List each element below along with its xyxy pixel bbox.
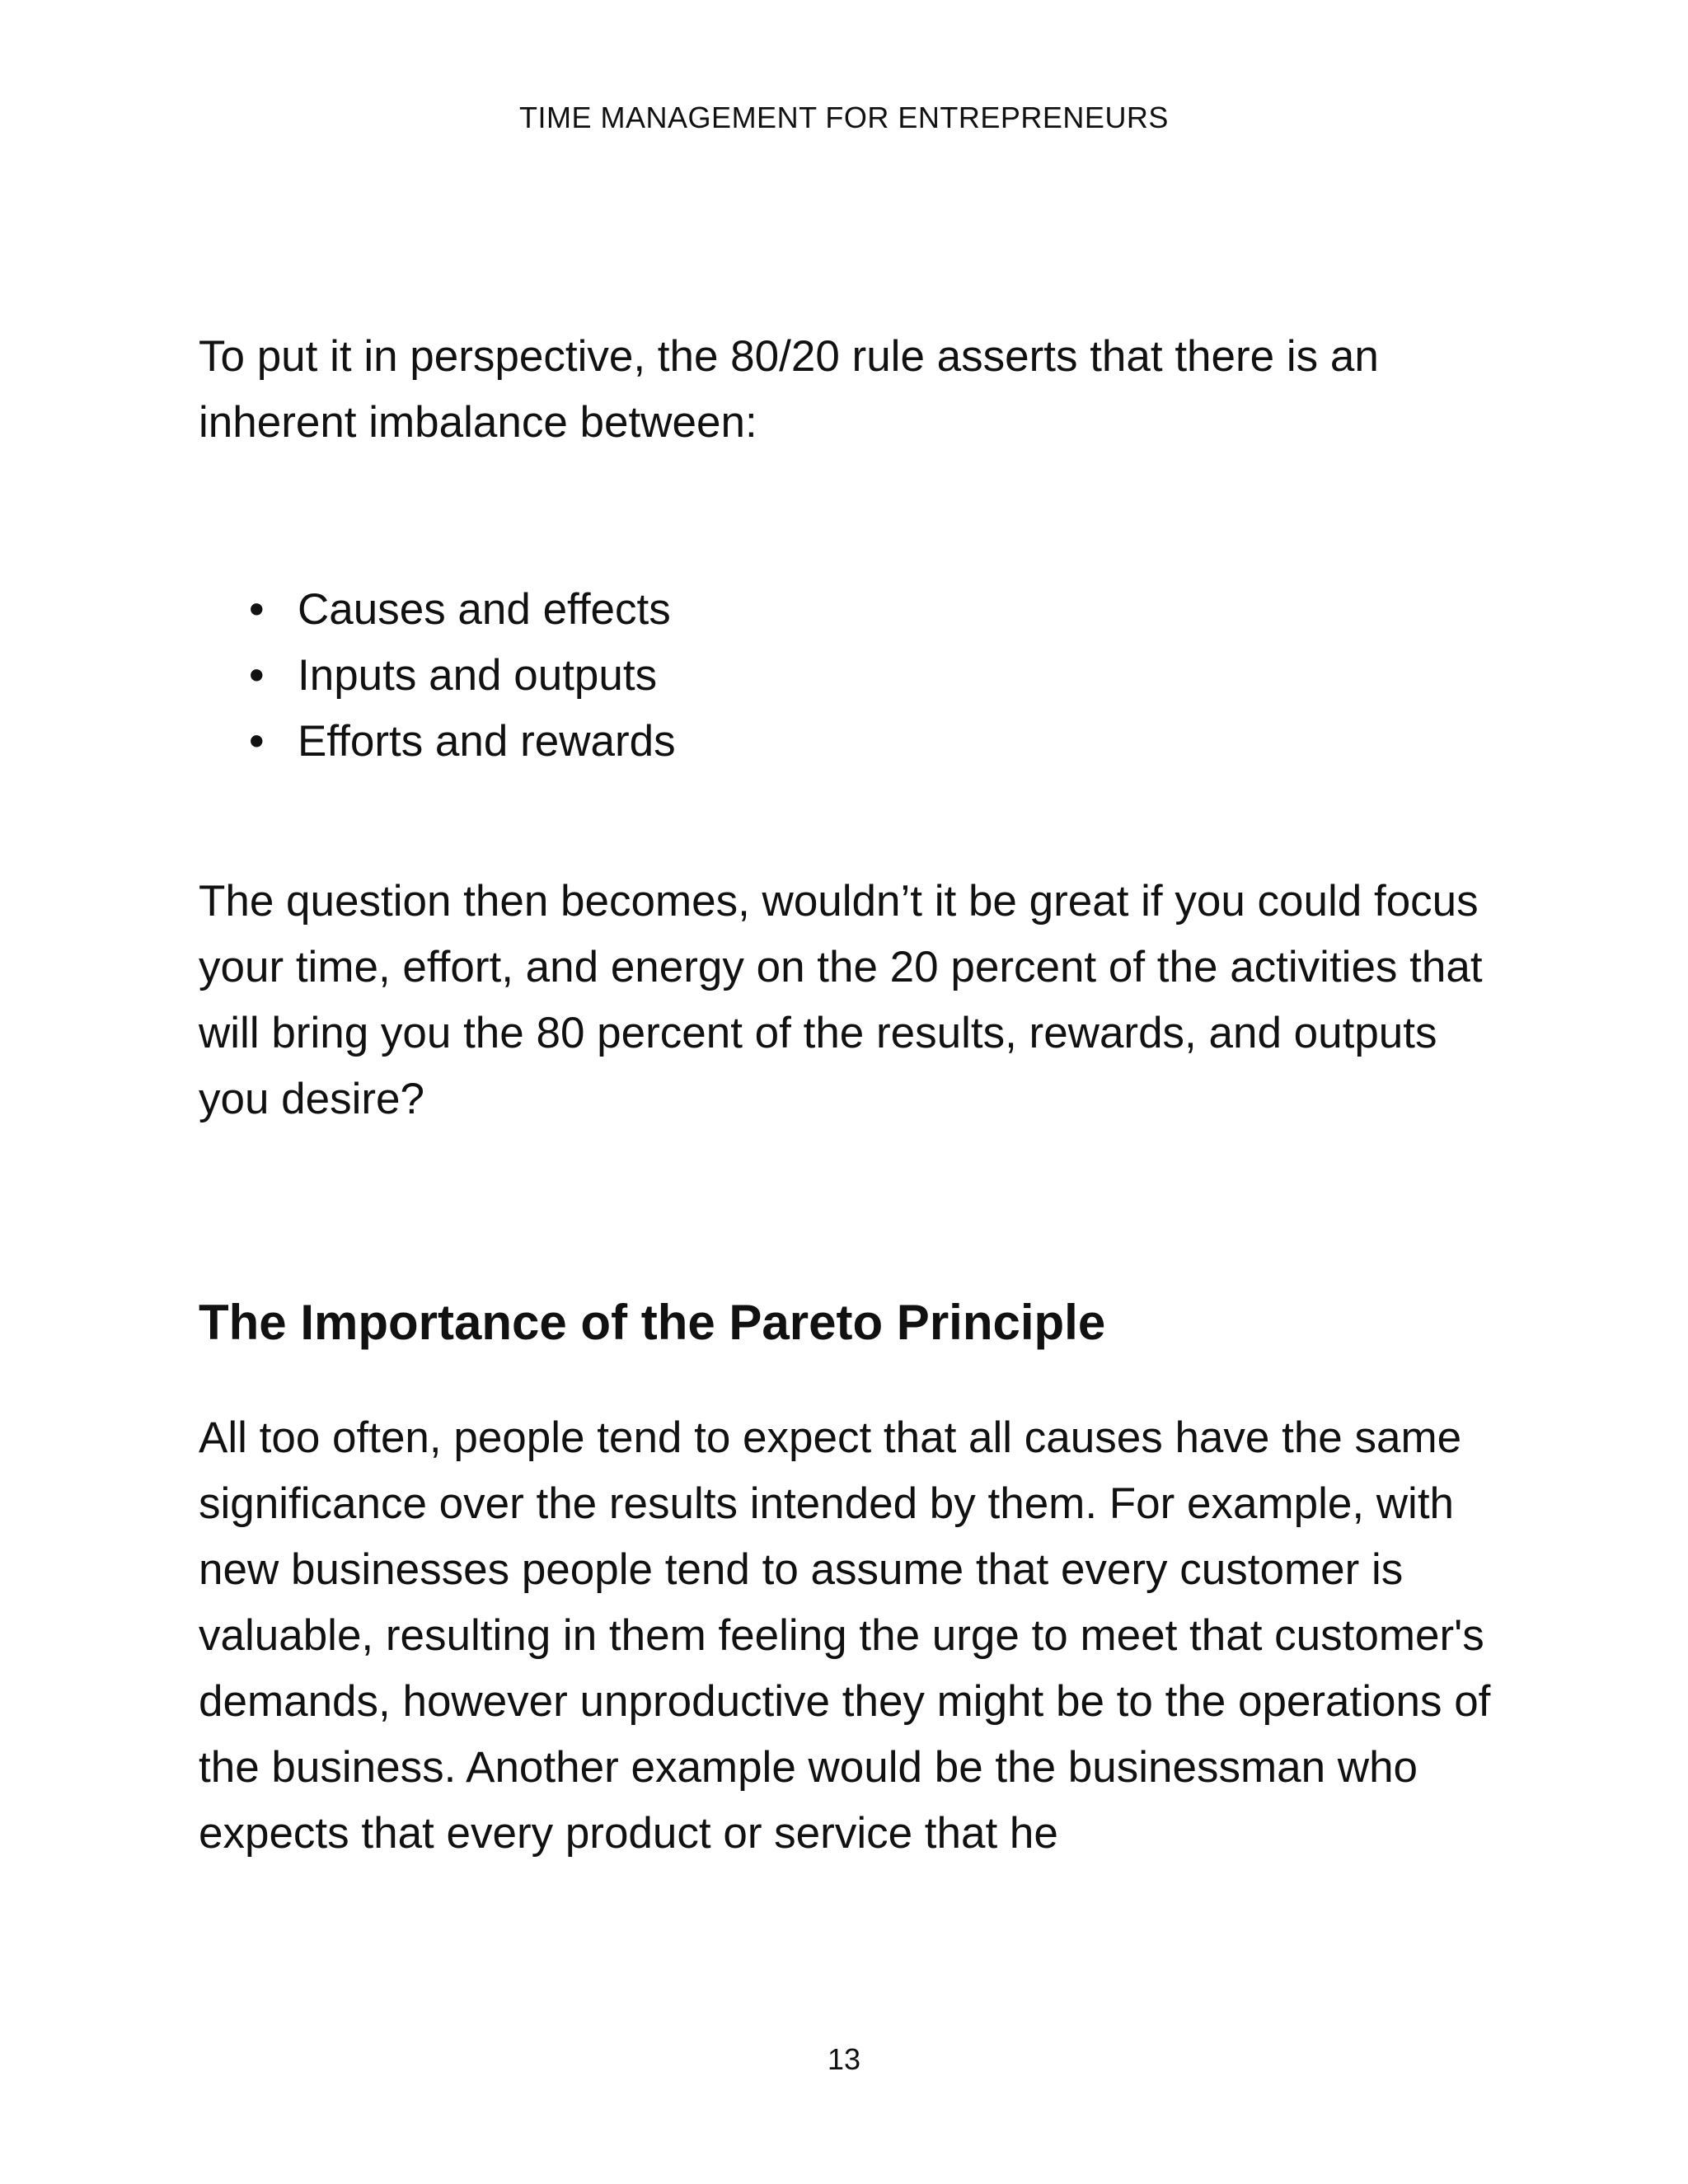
- list-item-text: Causes and effects: [298, 585, 671, 634]
- page-number: 13: [827, 2042, 861, 2076]
- list-item-text: Inputs and outputs: [298, 651, 658, 700]
- importance-paragraph: All too often, people tend to expect that all causes have the same significance over the results intended by them. For example, with new businesses people tend to assume that every customer is valuable, resulting in them feeling the urge to meet that customer's demands, however unproductive they might be to the operations of the business. Another example would be the businessman who expects that every product or service that he: [199, 1413, 1491, 1858]
- section-heading: The Importance of the Pareto Principle: [199, 1295, 1106, 1350]
- running-header: TIME MANAGEMENT FOR ENTREPRENEURS: [519, 101, 1169, 134]
- list-item: [199, 643, 1517, 709]
- bullet-icon: •: [249, 585, 265, 634]
- intro-paragraph: To put it in perspective, the 80/20 rule asserts that there is an inherent imbalance between:: [199, 332, 1379, 447]
- list-item: [199, 709, 1517, 775]
- list-item-text: Efforts and rewards: [298, 717, 676, 766]
- bullet-list: [199, 577, 1517, 775]
- bullet-icon: •: [249, 651, 265, 700]
- question-paragraph: The question then becomes, wouldn’t it be great if you could focus your time, effort, and energy on the 20 percent of the activities that will bring you the 80 percent of the results, rewards, and outputs you desire?: [199, 877, 1483, 1123]
- bullet-icon: •: [249, 717, 265, 766]
- list-item: [199, 577, 1517, 643]
